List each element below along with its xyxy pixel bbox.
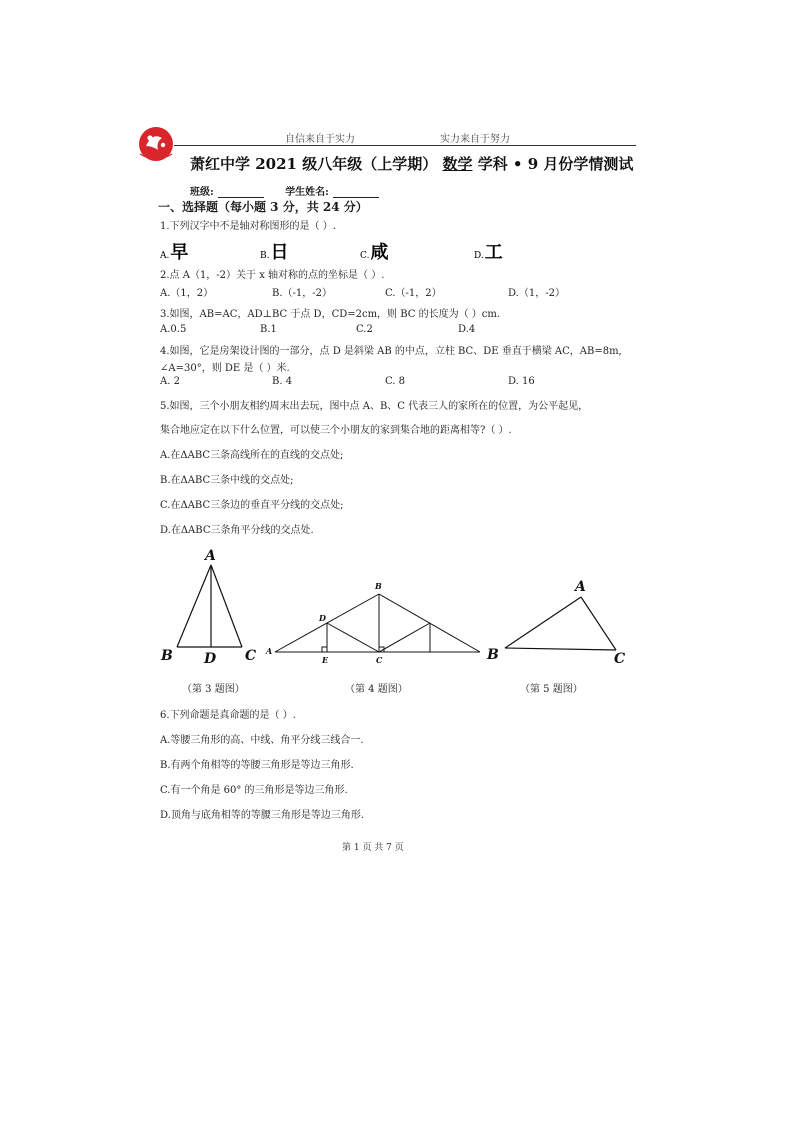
q4-option-b: B. 4 bbox=[272, 376, 293, 387]
fig3-label-c: C bbox=[245, 648, 257, 664]
fig4-label-a: A bbox=[266, 646, 273, 656]
figure-3 bbox=[158, 545, 268, 670]
q4-option-c: C. 8 bbox=[385, 376, 406, 387]
q1-option-c: C.咸 bbox=[360, 242, 389, 263]
figure-5-caption: （第 5 题图） bbox=[520, 684, 583, 695]
section-heading: 一、选择题（每小题 3 分，共 24 分） bbox=[158, 200, 368, 214]
q3-option-d: D.4 bbox=[458, 324, 476, 335]
q1-option-a: A.早 bbox=[160, 242, 189, 263]
question-5-line2: 集合地应定在以下什么位置，可以使三个小朋友的家到集合地的距离相等?（ ）. bbox=[160, 425, 512, 436]
q3-option-c: C.2 bbox=[356, 324, 373, 335]
question-4-line1: 4.如图，它是房架设计图的一部分，点 D 是斜梁 AB 的中点，立柱 BC、DE 垂直于横梁 AC，AB=8m, bbox=[160, 346, 622, 357]
title-suffix: 学科 • 9 月份学情测试 bbox=[477, 155, 634, 173]
motto-right: 实力来自于努力 bbox=[440, 134, 510, 145]
question-1-text: 1.下列汉字中不是轴对称图形的是（ ）. bbox=[160, 221, 336, 232]
fig3-side-ac bbox=[211, 565, 242, 647]
q6-option-c: C.有一个角是 60° 的三角形是等边三角形. bbox=[160, 785, 348, 796]
fig3-label-d: D bbox=[204, 651, 217, 667]
q5-option-b: B.在ΔABC三条中线的交点处; bbox=[160, 475, 294, 486]
fig4-label-d: D bbox=[319, 613, 326, 623]
class-label: 班级: bbox=[190, 187, 214, 198]
figure-4 bbox=[262, 578, 486, 668]
q3-option-a: A.0.5 bbox=[160, 324, 187, 335]
fig5-side-ac bbox=[581, 597, 616, 650]
question-4-line2: ∠A=30°，则 DE 是（ ）米. bbox=[160, 363, 290, 374]
fig4-brace-dc bbox=[327, 623, 379, 652]
fig5-label-a: A bbox=[575, 579, 586, 595]
name-blank[interactable] bbox=[333, 187, 379, 198]
motto-left: 自信来自于实力 bbox=[285, 134, 355, 145]
figure-4-caption: （第 4 题图） bbox=[345, 684, 408, 695]
school-logo-icon bbox=[132, 124, 176, 164]
q4-option-d: D. 16 bbox=[508, 376, 535, 387]
question-3-text: 3.如图，AB=AC，AD⊥BC 于点 D，CD=2cm，则 BC 的长度为（ ）cm. bbox=[160, 309, 501, 320]
fig4-label-e: E bbox=[322, 655, 329, 665]
q5-option-d: D.在ΔABC三条角平分线的交点处. bbox=[160, 525, 314, 536]
q1-option-b: B.日 bbox=[260, 242, 289, 263]
name-label: 学生姓名: bbox=[285, 187, 329, 198]
fig3-side-ab bbox=[177, 565, 211, 647]
q2-option-a: A.（1，2） bbox=[160, 288, 214, 299]
class-blank[interactable] bbox=[218, 187, 264, 198]
q2-option-d: D.（1，-2） bbox=[508, 288, 565, 299]
q1-option-d: D.工 bbox=[474, 242, 503, 263]
figure-3-caption: （第 3 题图） bbox=[182, 684, 245, 695]
fig4-brace-right bbox=[379, 623, 430, 652]
question-5-line1: 5.如图，三个小朋友相约周末出去玩，图中点 A、B、C 代表三人的家所在的位置，为公平起见， bbox=[160, 401, 589, 412]
fig5-label-b: B bbox=[487, 647, 499, 663]
fig4-right-angle-e bbox=[322, 647, 327, 652]
q3-option-b: B.1 bbox=[260, 324, 277, 335]
fig4-label-c: C bbox=[376, 655, 383, 665]
header-rule bbox=[174, 145, 636, 146]
fig5-side-bc bbox=[505, 648, 616, 650]
figure-5 bbox=[484, 575, 634, 667]
q4-option-a: A. 2 bbox=[160, 376, 180, 387]
q5-option-a: A.在ΔABC三条高线所在的直线的交点处; bbox=[160, 450, 344, 461]
q2-option-b: B.（-1，-2） bbox=[272, 288, 333, 299]
title-subject: 数学 bbox=[442, 155, 473, 173]
q6-option-a: A.等腰三角形的高、中线、角平分线三线合一. bbox=[160, 735, 364, 746]
q2-option-c: C.（-1，2） bbox=[385, 288, 442, 299]
title-prefix: 萧红中学 2021 级八年级（上学期） bbox=[190, 155, 438, 173]
page-footer: 第 1 页 共 7 页 bbox=[342, 843, 404, 853]
q6-option-d: D.顶角与底角相等的等腰三角形是等边三角形. bbox=[160, 810, 365, 821]
page-title bbox=[190, 153, 633, 174]
question-2-text: 2.点 A（1，-2）关于 x 轴对称的点的坐标是（ ）. bbox=[160, 270, 385, 281]
fig3-label-b: B bbox=[161, 648, 173, 664]
fig3-label-a: A bbox=[205, 548, 216, 564]
q6-option-b: B.有两个角相等的等腰三角形是等边三角形. bbox=[160, 760, 354, 771]
student-info-line bbox=[190, 183, 383, 198]
fig5-side-ba bbox=[505, 597, 581, 648]
fig5-label-c: C bbox=[614, 651, 626, 667]
q5-option-c: C.在ΔABC三条边的垂直平分线的交点处; bbox=[160, 500, 344, 511]
question-6-text: 6.下列命题是真命题的是（ ）. bbox=[160, 710, 296, 721]
fig4-label-b: B bbox=[375, 581, 382, 591]
